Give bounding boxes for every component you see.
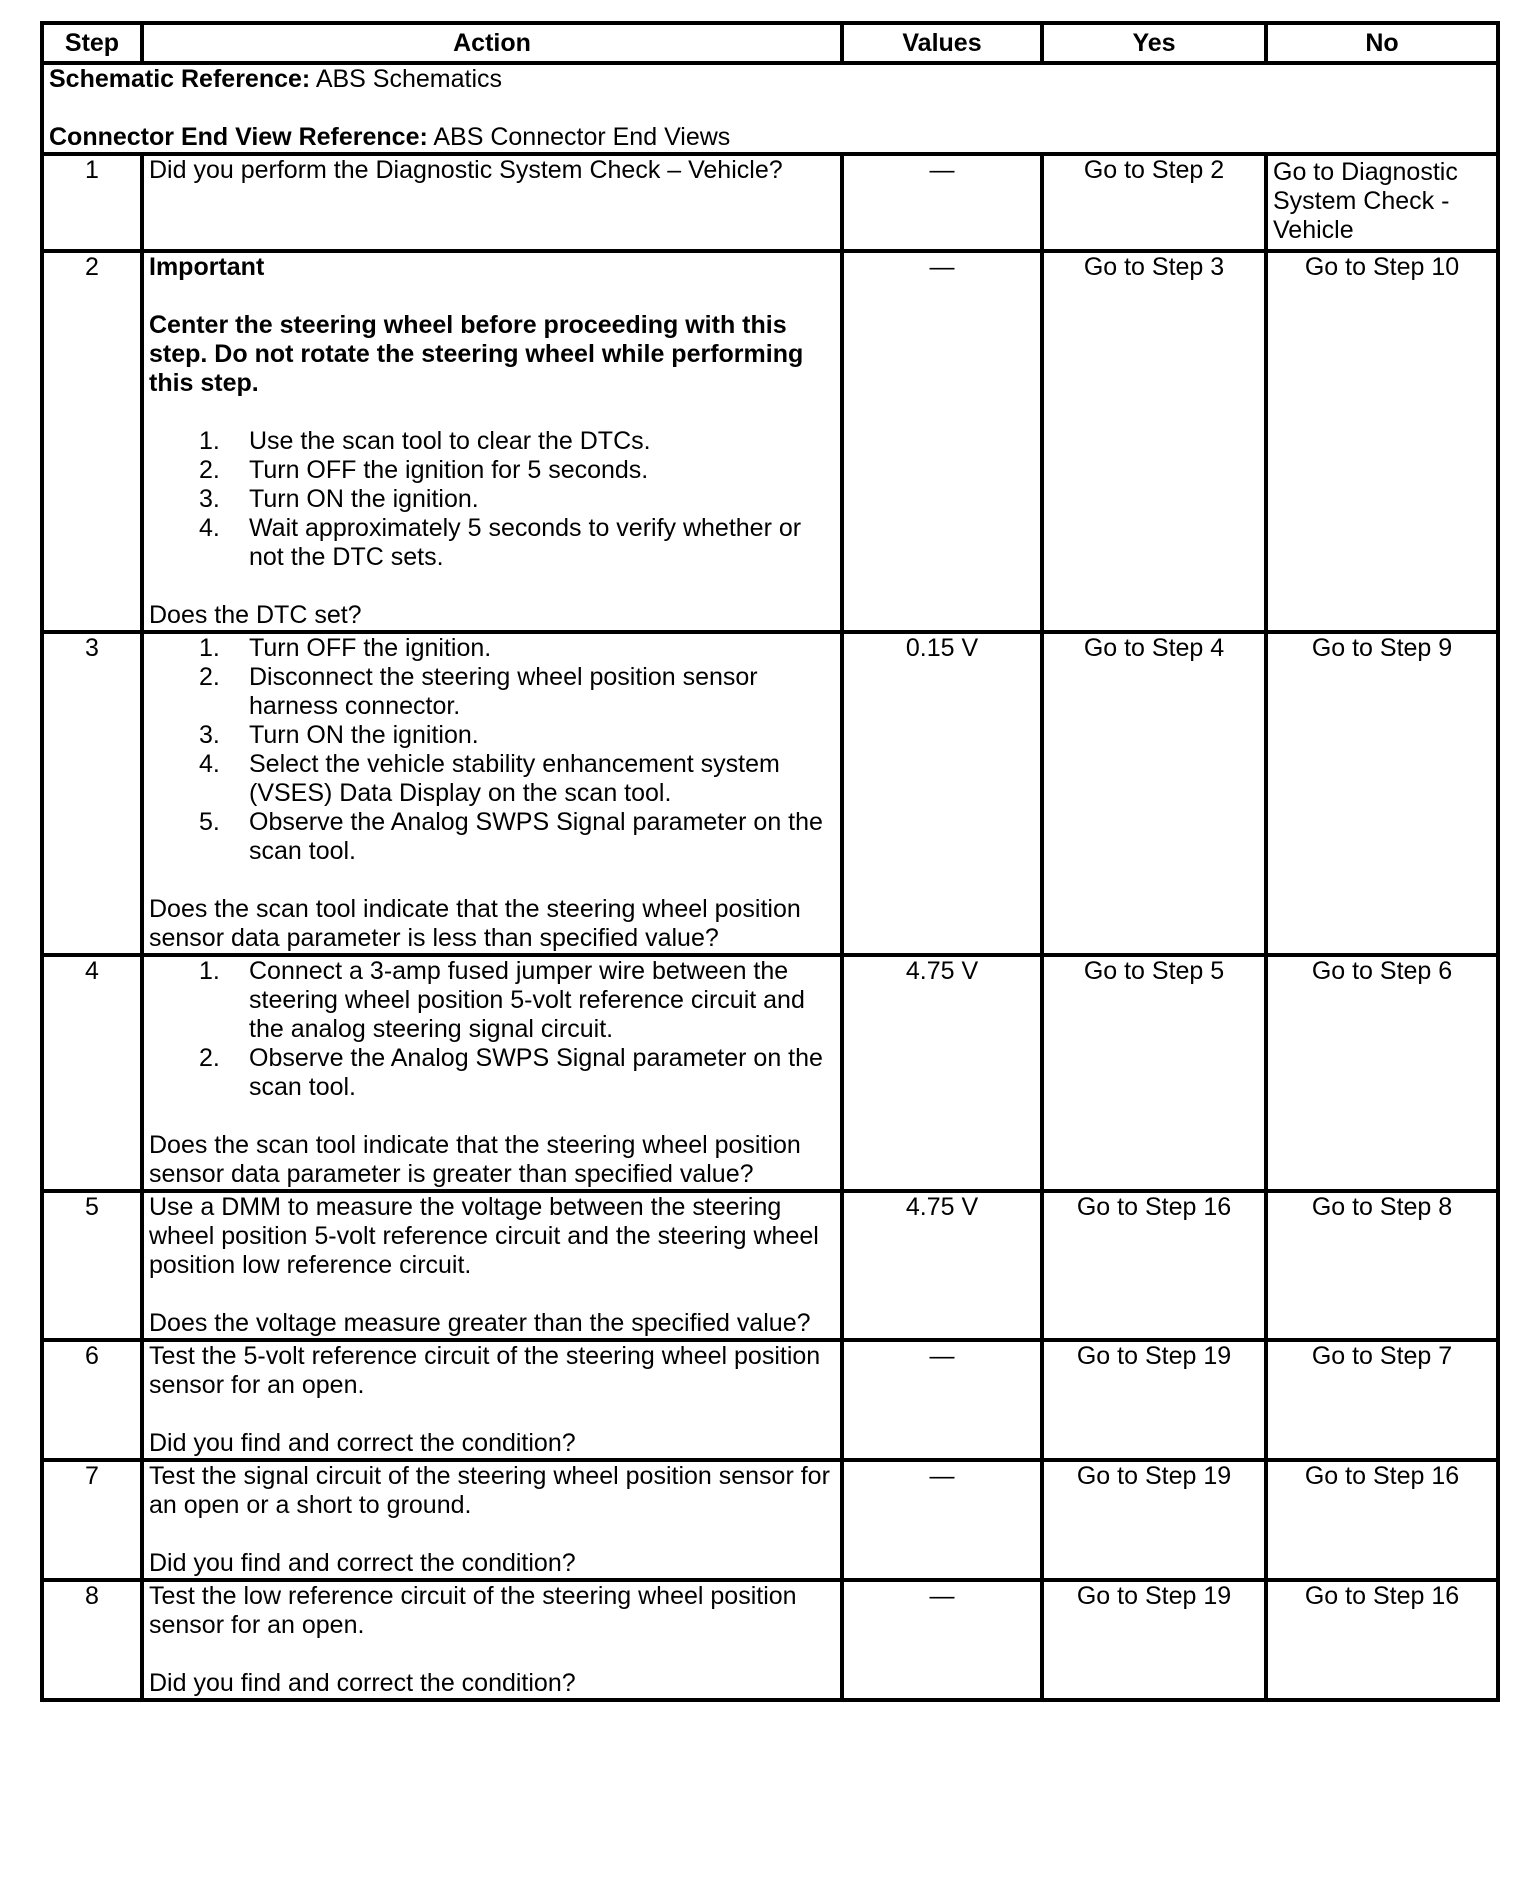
important-text: Center the steering wheel before proceeding with this step. Do not rotate the steering wheel while performing this step. bbox=[149, 311, 804, 397]
yes-cell: Go to Step 19 bbox=[1042, 1460, 1266, 1580]
table-row bbox=[42, 1460, 1498, 1580]
list-item-text: Turn OFF the ignition. bbox=[249, 634, 492, 662]
question-text: Does the scan tool indicate that the steering wheel position sensor data parameter is greater than specified value? bbox=[149, 1131, 801, 1188]
procedure-list bbox=[149, 427, 835, 572]
list-item-number: 1. bbox=[199, 427, 220, 455]
connector-reference-value: ABS Connector End Views bbox=[433, 123, 731, 151]
no-cell: Go to Step 9 bbox=[1266, 632, 1498, 955]
step-number: 4 bbox=[42, 955, 142, 1191]
table-row bbox=[42, 1580, 1498, 1700]
list-item-text: Observe the Analog SWPS Signal parameter on the scan tool. bbox=[249, 808, 823, 865]
list-item bbox=[149, 750, 835, 808]
table-row bbox=[42, 1340, 1498, 1460]
no-cell: Go to Step 16 bbox=[1266, 1580, 1498, 1700]
list-item-number: 1. bbox=[199, 634, 220, 662]
value-cell: 4.75 V bbox=[842, 955, 1042, 1191]
question-text: Did you find and correct the condition? bbox=[149, 1669, 576, 1697]
step-number: 6 bbox=[42, 1340, 142, 1460]
action-text: Use a DMM to measure the voltage between the steering wheel position 5-volt reference circuit and the steering wheel position low reference circuit. bbox=[149, 1193, 819, 1279]
header-action: Action bbox=[142, 23, 842, 63]
header-yes: Yes bbox=[1042, 23, 1266, 63]
action-cell bbox=[142, 251, 842, 632]
list-item-number: 3. bbox=[199, 485, 220, 513]
value-cell: — bbox=[842, 1460, 1042, 1580]
list-item bbox=[149, 485, 835, 514]
table-row bbox=[42, 154, 1498, 251]
action-text: Test the signal circuit of the steering wheel position sensor for an open or a short to ground. bbox=[149, 1462, 830, 1519]
action-text: Test the low reference circuit of the steering wheel position sensor for an open. bbox=[149, 1582, 797, 1639]
schematic-reference-label: Schematic Reference: bbox=[49, 65, 311, 93]
value-cell: — bbox=[842, 251, 1042, 632]
list-item bbox=[149, 514, 835, 572]
procedure-list bbox=[149, 957, 835, 1102]
header-values: Values bbox=[842, 23, 1042, 63]
important-title: Important bbox=[149, 253, 265, 281]
yes-cell: Go to Step 19 bbox=[1042, 1340, 1266, 1460]
list-item-text: Disconnect the steering wheel position sensor harness connector. bbox=[249, 663, 758, 720]
list-item-number: 3. bbox=[199, 721, 220, 749]
table-row bbox=[42, 1191, 1498, 1340]
action-text: Did you perform the Diagnostic System Check – Vehicle? bbox=[149, 156, 783, 184]
action-cell bbox=[142, 632, 842, 955]
question-text: Does the DTC set? bbox=[149, 601, 362, 629]
question-text: Did you find and correct the condition? bbox=[149, 1549, 576, 1577]
yes-cell: Go to Step 19 bbox=[1042, 1580, 1266, 1700]
value-cell: 0.15 V bbox=[842, 632, 1042, 955]
list-item bbox=[149, 721, 835, 750]
value-cell: — bbox=[842, 154, 1042, 251]
header-row bbox=[42, 23, 1498, 63]
yes-cell: Go to Step 4 bbox=[1042, 632, 1266, 955]
list-item-text: Use the scan tool to clear the DTCs. bbox=[249, 427, 651, 455]
step-number: 7 bbox=[42, 1460, 142, 1580]
list-item-number: 4. bbox=[199, 514, 220, 542]
list-item-text: Turn ON the ignition. bbox=[249, 721, 479, 749]
schematic-reference-value: ABS Schematics bbox=[315, 65, 502, 93]
value-cell: — bbox=[842, 1580, 1042, 1700]
header-no: No bbox=[1266, 23, 1498, 63]
reference-row bbox=[42, 63, 1498, 154]
list-item-number: 2. bbox=[199, 663, 220, 691]
list-item-text: Turn OFF the ignition for 5 seconds. bbox=[249, 456, 649, 484]
list-item-number: 1. bbox=[199, 957, 220, 985]
question-text: Does the voltage measure greater than the specified value? bbox=[149, 1309, 811, 1337]
yes-cell: Go to Step 5 bbox=[1042, 955, 1266, 1191]
list-item-text: Connect a 3-amp fused jumper wire between the steering wheel position 5-volt reference circuit and the analog steering signal circuit. bbox=[249, 957, 805, 1043]
list-item bbox=[149, 663, 835, 721]
step-number: 1 bbox=[42, 154, 142, 251]
table-row bbox=[42, 632, 1498, 955]
table-row bbox=[42, 251, 1498, 632]
list-item bbox=[149, 957, 835, 1044]
no-cell: Go to Step 6 bbox=[1266, 955, 1498, 1191]
no-cell: Go to Step 7 bbox=[1266, 1340, 1498, 1460]
question-text: Does the scan tool indicate that the steering wheel position sensor data parameter is less than specified value? bbox=[149, 895, 801, 952]
list-item bbox=[149, 634, 835, 663]
yes-cell: Go to Step 3 bbox=[1042, 251, 1266, 632]
yes-cell: Go to Step 2 bbox=[1042, 154, 1266, 251]
value-cell: — bbox=[842, 1340, 1042, 1460]
header-step: Step bbox=[42, 23, 142, 63]
action-cell bbox=[142, 1340, 842, 1460]
no-cell: Go to Diagnostic System Check - Vehicle bbox=[1266, 154, 1498, 251]
no-cell: Go to Step 10 bbox=[1266, 251, 1498, 632]
list-item-text: Turn ON the ignition. bbox=[249, 485, 479, 513]
list-item-number: 2. bbox=[199, 456, 220, 484]
action-text: Test the 5-volt reference circuit of the steering wheel position sensor for an open. bbox=[149, 1342, 821, 1399]
connector-reference bbox=[49, 123, 1491, 152]
list-item bbox=[149, 808, 835, 866]
list-item-number: 2. bbox=[199, 1044, 220, 1072]
action-cell bbox=[142, 1191, 842, 1340]
action-cell bbox=[142, 955, 842, 1191]
no-cell: Go to Step 16 bbox=[1266, 1460, 1498, 1580]
schematic-reference bbox=[49, 65, 1491, 94]
list-item-text: Observe the Analog SWPS Signal parameter on the scan tool. bbox=[249, 1044, 823, 1101]
reference-cell bbox=[42, 63, 1498, 154]
action-cell bbox=[142, 1580, 842, 1700]
question-text: Did you find and correct the condition? bbox=[149, 1429, 576, 1457]
step-number: 3 bbox=[42, 632, 142, 955]
yes-cell: Go to Step 16 bbox=[1042, 1191, 1266, 1340]
list-item-number: 4. bbox=[199, 750, 220, 778]
list-item bbox=[149, 456, 835, 485]
table-row bbox=[42, 955, 1498, 1191]
action-cell bbox=[142, 1460, 842, 1580]
list-item bbox=[149, 1044, 835, 1102]
value-cell: 4.75 V bbox=[842, 1191, 1042, 1340]
no-cell: Go to Step 8 bbox=[1266, 1191, 1498, 1340]
diagnostic-table bbox=[40, 21, 1500, 1702]
list-item-text: Wait approximately 5 seconds to verify whether or not the DTC sets. bbox=[249, 514, 802, 571]
list-item bbox=[149, 427, 835, 456]
step-number: 5 bbox=[42, 1191, 142, 1340]
step-number: 2 bbox=[42, 251, 142, 632]
action-cell bbox=[142, 154, 842, 251]
step-number: 8 bbox=[42, 1580, 142, 1700]
procedure-list bbox=[149, 634, 835, 866]
connector-reference-label: Connector End View Reference: bbox=[49, 123, 428, 151]
list-item-text: Select the vehicle stability enhancement system (VSES) Data Display on the scan tool. bbox=[249, 750, 780, 807]
list-item-number: 5. bbox=[199, 808, 220, 836]
